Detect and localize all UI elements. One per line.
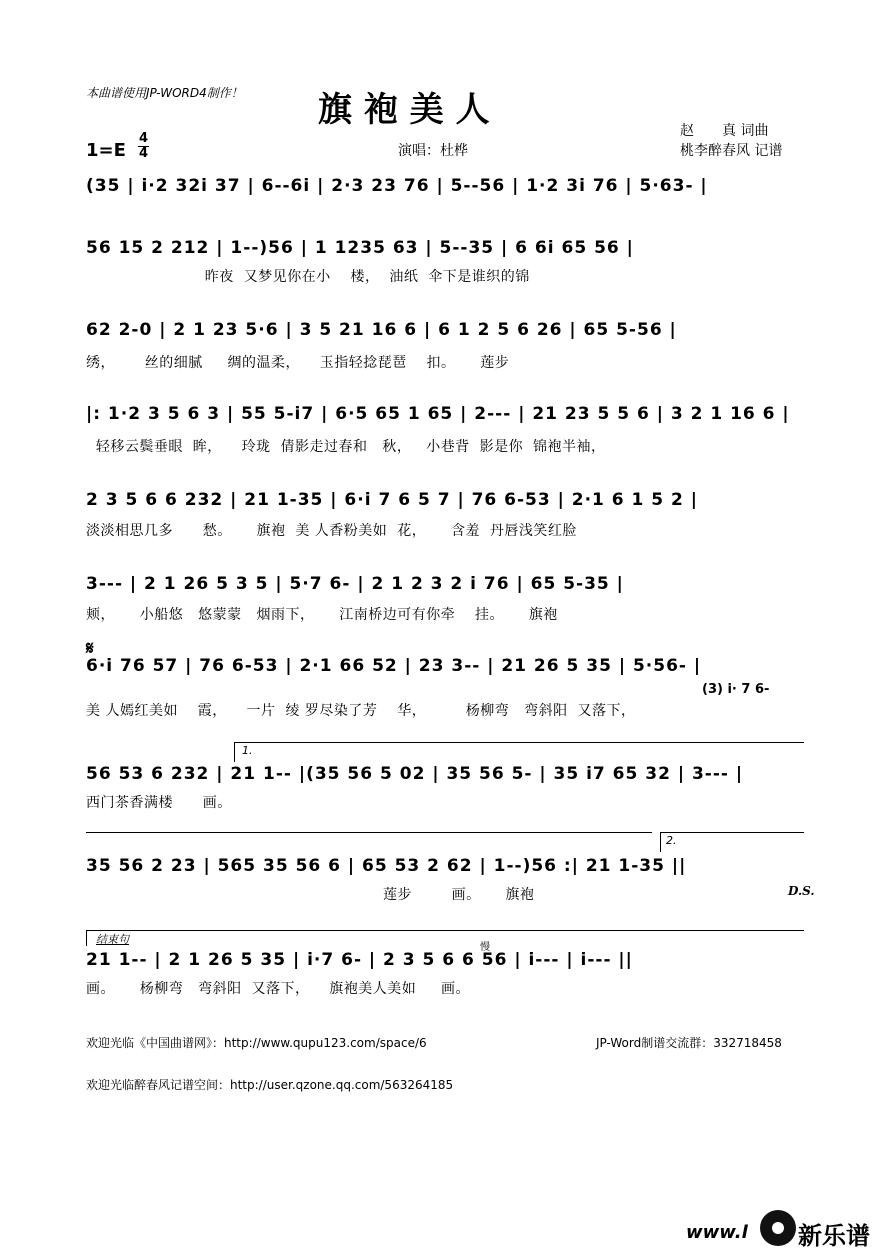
lyric-line: 轻移云鬓垂眼 眸， 玲珑 倩影走过春和 秋， 小巷背 影是你 锦袍半袖， <box>86 439 606 455</box>
notation-line: 62 2-0 | 2 1 23 5·6 | 3 5 21 16 6 | 6 1 2 5 6 26 | 65 5-56 | <box>86 320 677 340</box>
footer-link-qzone[interactable]: 欢迎光临醉春风记谱空间：http://user.qzone.qq.com/563264185 <box>86 1078 454 1092</box>
footer-link-qupu[interactable]: 欢迎光临《中国曲谱网》：http://www.qupu123.com/space/6 <box>86 1036 427 1050</box>
staff-system <box>86 950 806 1030</box>
lyric-line: 画。 杨柳弯 弯斜阳 又落下， 旗袍美人美如 画。 <box>86 981 471 997</box>
ending-2-bracket <box>660 832 804 833</box>
notation-line: (35 | i·2 32i 37 | 6--6i | 2·3 23 76 | 5--56 | 1·2 3i 76 | 5·63- | <box>86 176 708 196</box>
ending-2-bracket-left <box>660 832 661 852</box>
staff-system <box>86 574 806 654</box>
watermark-url: www.l <box>686 1222 748 1243</box>
tempo-slow-mark: 慢 <box>480 942 490 953</box>
notation-line: 56 53 6 232 | 21 1-- |(35 56 5 02 | 35 56 5- | 35 i7 65 32 | 3--- | <box>86 764 744 784</box>
notation-line: 21 1-- | 2 1 26 5 35 | i·7 6- | 2 3 5 6 6 56 | i--- | i--- || <box>86 950 633 970</box>
time-signature <box>138 133 149 160</box>
ending-2-label: 2. <box>666 834 677 847</box>
notation-line: |: 1·2 3 5 6 3 | 55 5-i7 | 6·5 65 1 65 | 2--- | 21 23 5 5 6 | 3 2 1 16 6 | <box>86 404 790 424</box>
lyric-line: 绣， 丝的细腻 绸的温柔， 玉指轻捻琵琶 扣。 莲步 <box>86 355 510 371</box>
lyric-line: 莲步 画。 旗袍 <box>86 887 535 903</box>
segno-mark: 𝄋 <box>86 638 94 659</box>
notation-line: 35 56 2 23 | 565 35 56 6 | 65 53 2 62 | 1--)56 :| 21 1-35 || <box>86 856 687 876</box>
ending-1-bracket-continuation <box>86 832 652 833</box>
transcriber: 桃李醉春风 记谱 <box>680 143 783 159</box>
ending-1-bracket-left <box>234 742 235 762</box>
song-title: 旗 袍 美 人 <box>318 90 490 130</box>
ending-1-bracket <box>234 742 804 743</box>
lyric-line: 颊， 小船悠 悠蒙蒙 烟雨下， 江南桥边可有你牵 挂。 旗袍 <box>86 607 558 623</box>
staff-system <box>86 856 806 936</box>
notation-line: 56 15 2 212 | 1--)56 | 1 1235 63 | 5--35 | 6 6i 65 56 | <box>86 238 634 258</box>
coda-bracket-left <box>86 930 87 946</box>
notation-line: 2 3 5 6 6 232 | 21 1-35 | 6·i 7 6 5 7 | 76 6-53 | 2·1 6 1 5 2 | <box>86 490 698 510</box>
staff-system <box>86 238 806 318</box>
time-top: 4 <box>138 131 149 146</box>
notation-line: 6·i 76 57 | 76 6-53 | 2·1 66 52 | 23 3-- | 21 26 5 35 | 5·56- | <box>86 656 702 676</box>
staff-system <box>86 656 806 736</box>
lyricist-composer: 赵 真 词曲 <box>680 123 769 139</box>
notation-line: 3--- | 2 1 26 5 3 5 | 5·7 6- | 2 1 2 3 2 i 76 | 65 5-35 | <box>86 574 624 594</box>
staff-system <box>86 404 806 484</box>
lyric-line: 西门茶香满楼 画。 <box>86 795 232 811</box>
staff-system <box>86 320 806 400</box>
footer-group: JP-Word制谱交流群：332718458 <box>596 1036 782 1050</box>
lyric-line: 淡淡相思几多 愁。 旗袍 美 人香粉美如 花， 含羞 丹唇浅笑红脸 <box>86 523 577 539</box>
lyric-line: 美 人嫣红美如 霞， 一片 绫 罗尽染了芳 华， 杨柳弯 弯斜阳 又落下， <box>86 703 636 719</box>
coda-label: 结束句 <box>96 933 129 946</box>
coda-bracket <box>86 930 804 931</box>
key-signature: 1=E <box>86 140 126 161</box>
software-note: 本曲谱使用JP-WORD4制作！ <box>86 86 243 100</box>
lyric-line: 昨夜 又梦见你在小 楼， 油纸 伞下是谁织的锦 <box>86 269 530 285</box>
staff-system <box>86 490 806 570</box>
alternate-variant: (3) i· 7 6- <box>702 682 770 697</box>
ending-1-label: 1. <box>242 744 253 757</box>
watermark-logo-icon <box>760 1210 796 1246</box>
ds-mark: D.S. <box>788 884 815 898</box>
time-bottom: 4 <box>138 146 149 161</box>
singer: 演唱：杜桦 <box>398 143 468 159</box>
watermark-brand: 新乐谱 <box>798 1222 870 1250</box>
